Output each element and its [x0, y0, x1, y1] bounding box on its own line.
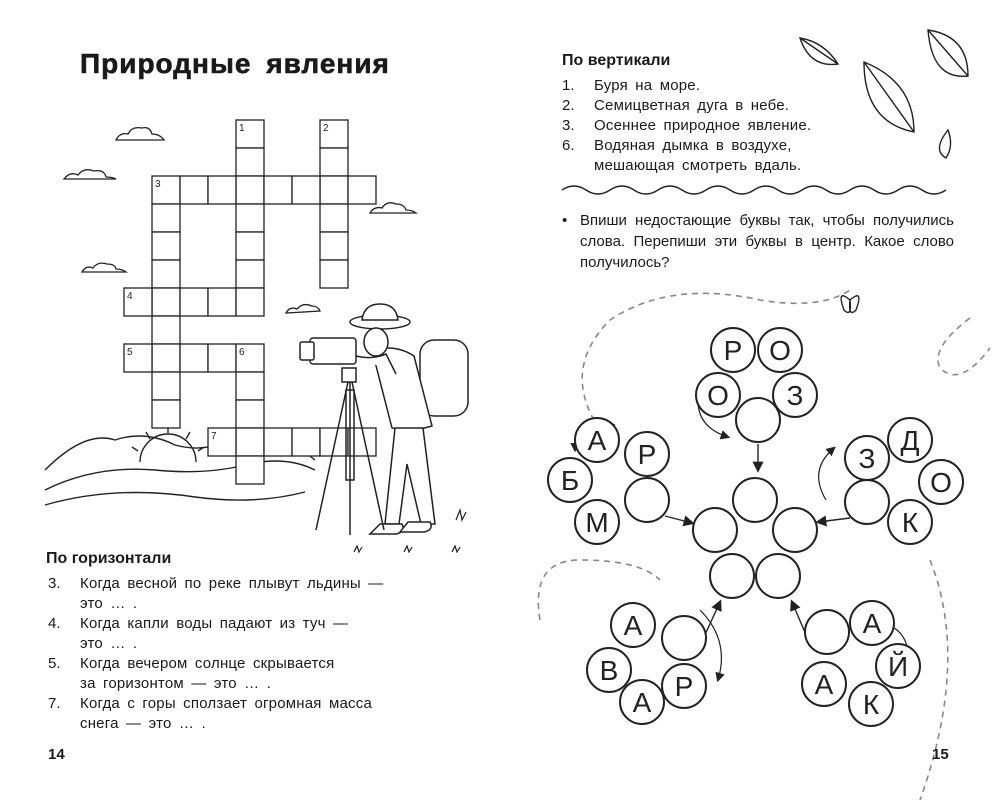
flower-letter: З	[786, 380, 804, 411]
crossword-cell[interactable]	[292, 176, 320, 204]
crossword-cell[interactable]	[292, 428, 320, 456]
crossword-illustration	[0, 0, 500, 560]
flower-letter: В	[599, 655, 619, 686]
crossword-cell[interactable]	[180, 344, 208, 372]
crossword-cell[interactable]	[152, 232, 180, 260]
flower-letter: К	[901, 507, 919, 538]
crossword-cell[interactable]	[320, 148, 348, 176]
crossword-number: 2	[323, 123, 329, 134]
page-number: 15	[932, 746, 949, 763]
flower-blank-circle[interactable]	[805, 610, 849, 654]
crossword-cell[interactable]	[320, 428, 348, 456]
crossword-cell[interactable]	[348, 176, 376, 204]
crossword-cell[interactable]	[236, 428, 264, 456]
crossword-number: 5	[127, 347, 133, 358]
flower-blank-circle[interactable]	[625, 478, 669, 522]
horizontal-clues-list	[48, 574, 448, 734]
crossword-cell[interactable]	[348, 428, 376, 456]
clue-item: 3. Когда весной по реке плывут льдины — это … .	[48, 575, 384, 612]
crossword-cell[interactable]	[320, 232, 348, 260]
flower-letter: Р	[723, 335, 743, 366]
crossword-cell[interactable]	[152, 316, 180, 344]
crossword-number: 1	[239, 123, 245, 134]
center-blank-circle[interactable]	[733, 478, 777, 522]
crossword-cell[interactable]	[236, 400, 264, 428]
clue-item: 4. Когда капли воды падают из туч — это … .	[48, 615, 349, 652]
flower-blank-circle[interactable]	[736, 398, 780, 442]
flower-letter: З	[858, 443, 876, 474]
crossword-cell[interactable]	[208, 344, 236, 372]
flower-letter: Д	[900, 425, 920, 456]
crossword-cell[interactable]	[236, 232, 264, 260]
arrow-icon	[665, 516, 692, 523]
flower-letter: Й	[887, 651, 909, 682]
crossword-cell[interactable]	[264, 428, 292, 456]
crossword-cell[interactable]	[264, 176, 292, 204]
flower-letter: А	[814, 669, 834, 700]
flower-blank-circle[interactable]	[845, 480, 889, 524]
flower-letter: Р	[637, 439, 657, 470]
crossword-cell[interactable]	[236, 204, 264, 232]
crossword-cell[interactable]	[320, 176, 348, 204]
crossword-cell[interactable]	[236, 260, 264, 288]
photographer-illustration	[300, 304, 468, 535]
butterfly-icon	[841, 296, 859, 313]
crossword-cell[interactable]	[208, 288, 236, 316]
center-blank-circle[interactable]	[693, 508, 737, 552]
clue-item: 7. Когда с горы сползает огромная масса снега — это … .	[48, 695, 372, 732]
center-blank-circle[interactable]	[756, 554, 800, 598]
clue-item: 3. Осеннее природное явление.	[562, 117, 812, 134]
crossword-cell[interactable]	[152, 372, 180, 400]
flower-letter: А	[587, 425, 607, 456]
leaf-icon	[928, 30, 968, 76]
crossword-cell[interactable]	[152, 288, 180, 316]
page-number: 14	[48, 746, 65, 763]
flower-letter: О	[769, 335, 791, 366]
vertical-clues-list	[562, 76, 942, 176]
crossword-cell[interactable]	[180, 176, 208, 204]
crossword-cell[interactable]	[152, 344, 180, 372]
crossword-cell[interactable]	[236, 176, 264, 204]
crossword-cell[interactable]	[208, 176, 236, 204]
arrow-icon	[818, 518, 850, 522]
flower-letter: А	[623, 610, 643, 641]
crossword-cell[interactable]	[152, 400, 180, 428]
flower-letter: К	[862, 689, 880, 720]
clue-item: 1. Буря на море.	[562, 77, 701, 94]
clue-item: 5. Когда вечером солнце скрывается за горизонтом — это … .	[48, 655, 335, 692]
crossword-number: 6	[239, 347, 245, 358]
clue-item: 6. Водяная дымка в воздухе, мешающая смотреть вдаль.	[562, 137, 802, 174]
flower-letter: М	[585, 507, 609, 538]
crossword-cell[interactable]	[152, 204, 180, 232]
flower-letter: О	[707, 380, 729, 411]
flower-blank-circle[interactable]	[662, 616, 706, 660]
crossword-cell[interactable]	[152, 260, 180, 288]
vertical-clues-header: По вертикали	[562, 52, 671, 69]
horizontal-clues-header: По горизонтали	[46, 550, 172, 567]
crossword-cell[interactable]	[180, 288, 208, 316]
arrow-icon	[819, 448, 834, 500]
crossword-cell[interactable]	[236, 456, 264, 484]
letter-flowers-puzzle	[500, 320, 1000, 800]
crossword-number: 4	[127, 291, 133, 302]
crossword-cell[interactable]	[236, 148, 264, 176]
crossword-cell[interactable]	[236, 288, 264, 316]
page-title: Природные явления	[80, 48, 390, 79]
clue-item: 2. Семицветная дуга в небе.	[562, 97, 790, 114]
flower-letter: А	[632, 687, 652, 718]
crossword-cell[interactable]	[320, 204, 348, 232]
instruction: • Впиши недостающие буквы так, чтобы получились слова. Перепиши эти буквы в центр. Какое слово получилось?	[562, 212, 954, 271]
crossword-number: 7	[211, 431, 217, 442]
flower-letter: О	[930, 467, 952, 498]
flower-letter: А	[862, 608, 882, 639]
right-page	[500, 0, 1000, 800]
center-blank-circle[interactable]	[773, 508, 817, 552]
leaf-icon	[800, 38, 838, 64]
center-blank-circle[interactable]	[710, 554, 754, 598]
crossword-cell[interactable]	[320, 260, 348, 288]
flower-letter: Р	[674, 671, 694, 702]
crossword-cell[interactable]	[236, 372, 264, 400]
crossword-number: 3	[155, 179, 161, 190]
flower-letter: Б	[560, 465, 580, 496]
